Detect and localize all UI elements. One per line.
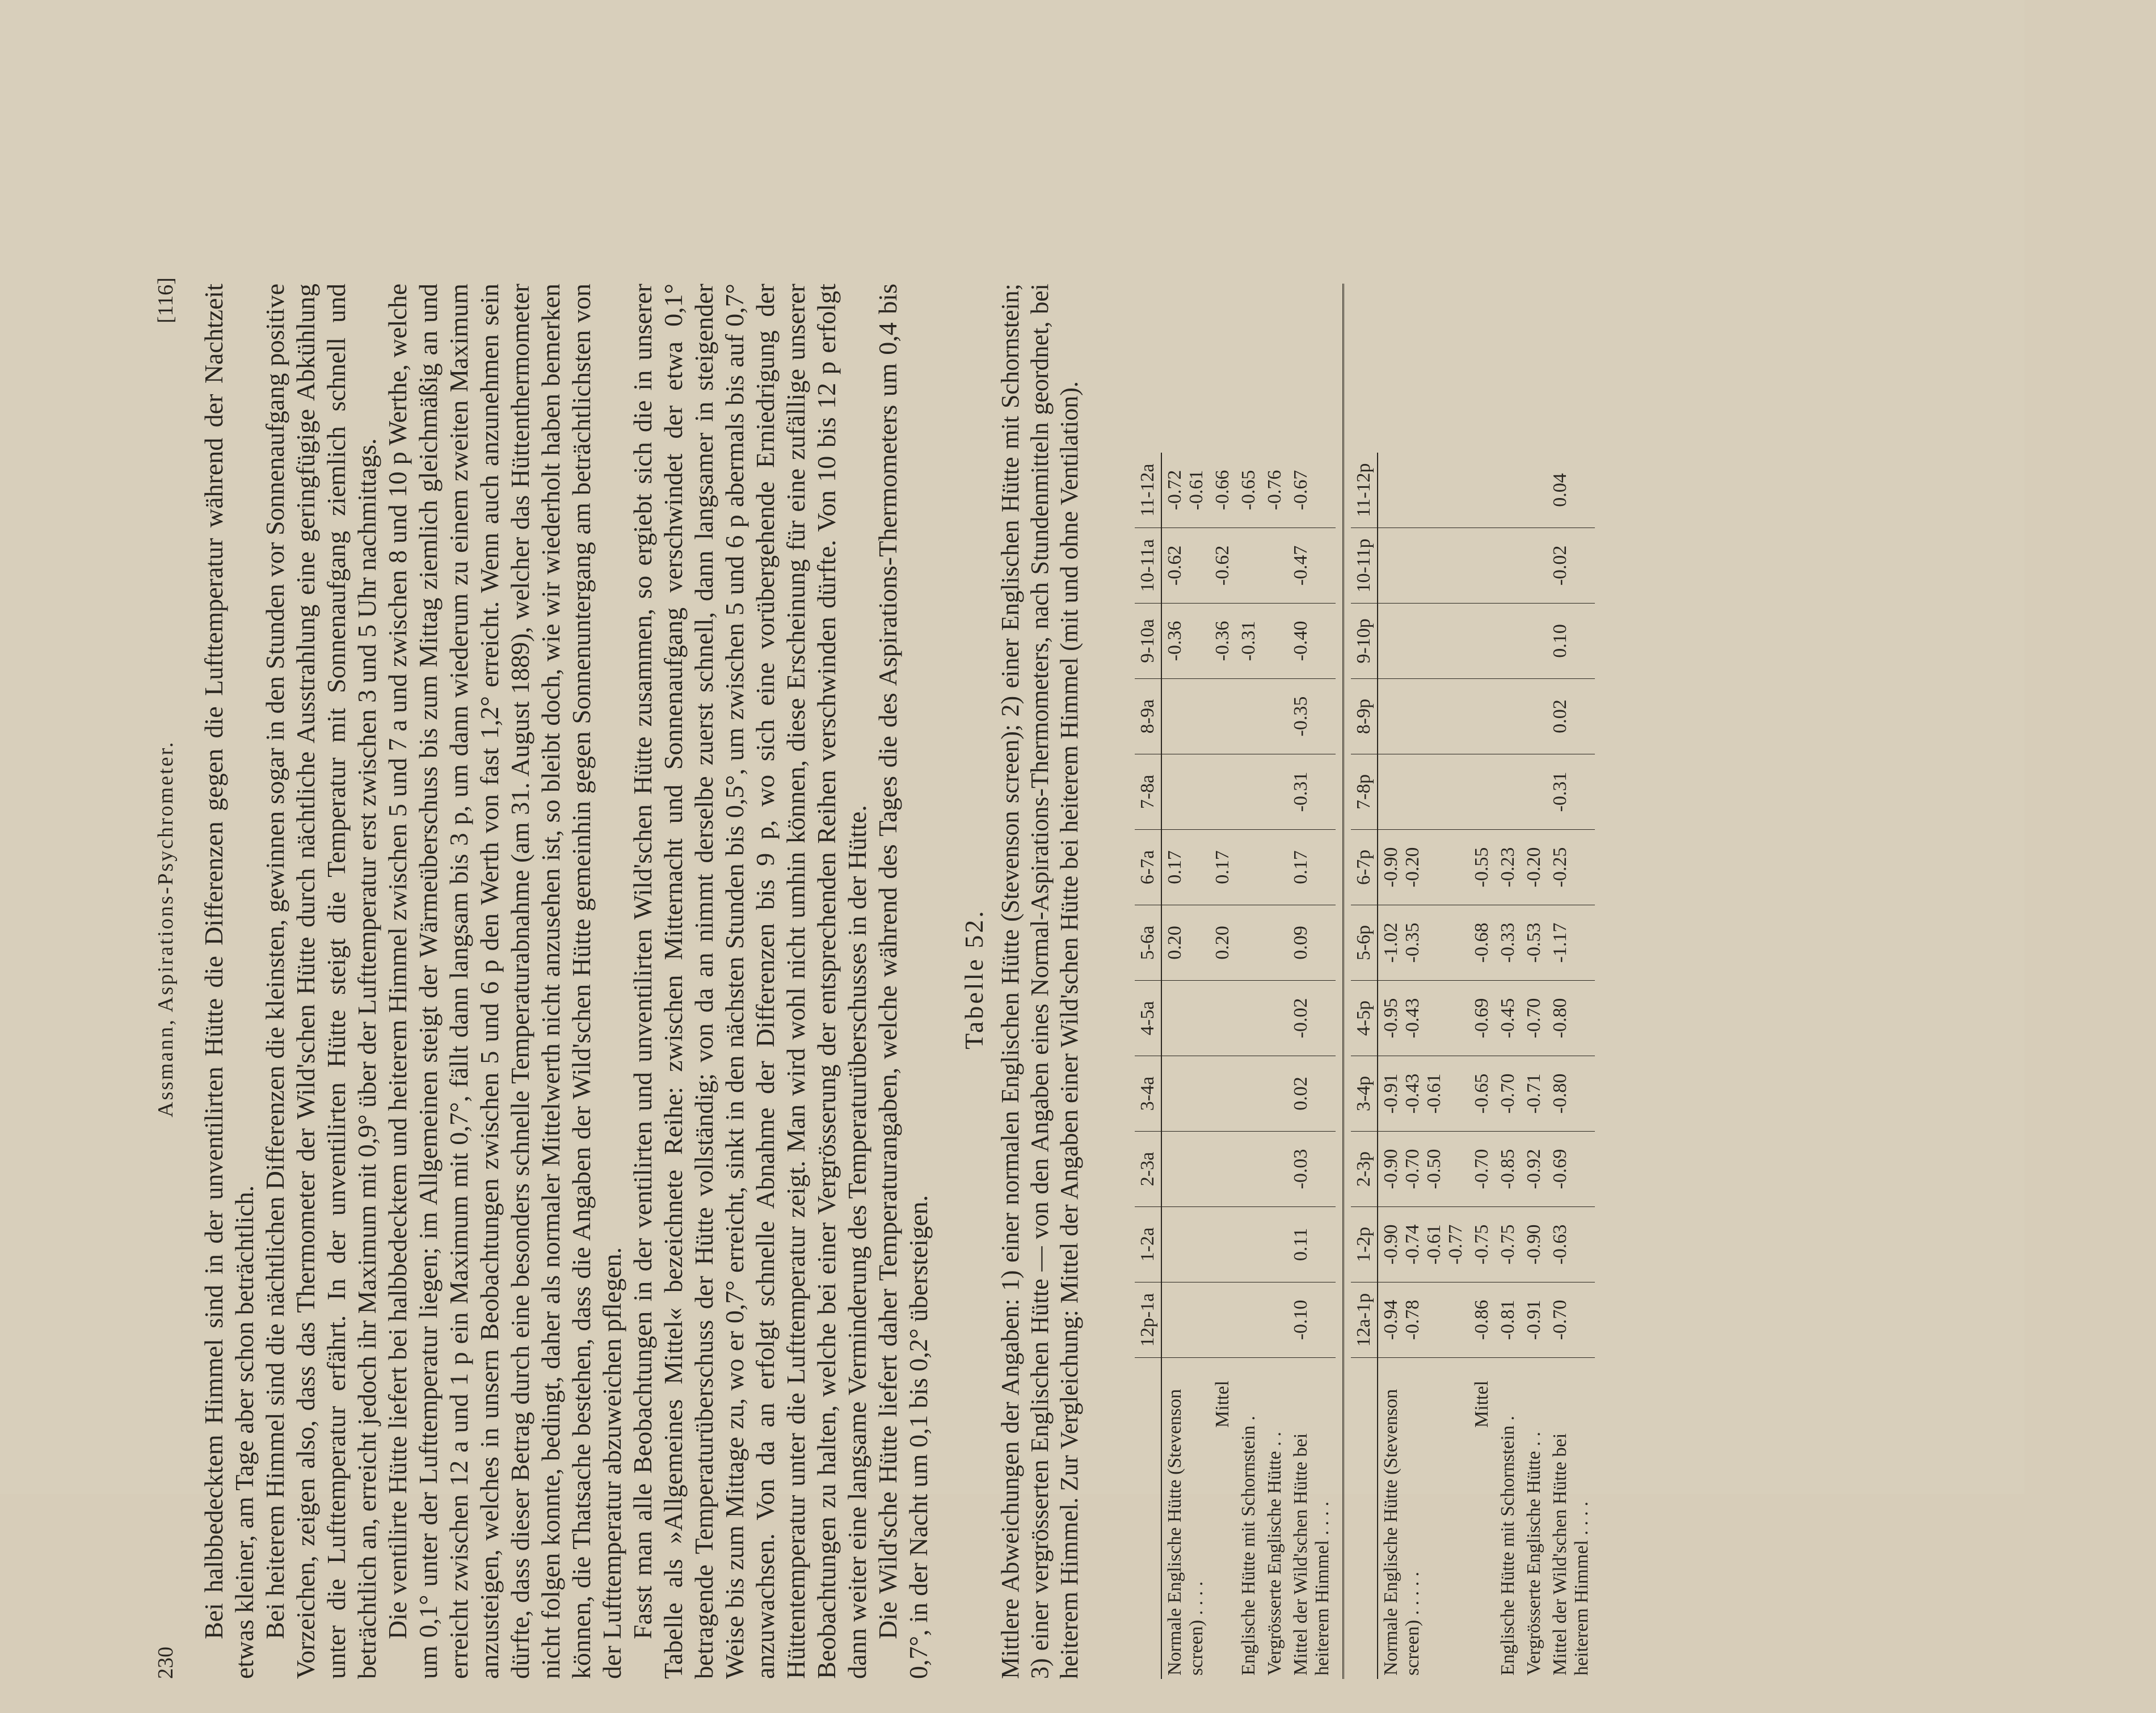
column-header: 3-4p xyxy=(1351,1056,1378,1132)
table-cell: -0.62 xyxy=(1210,528,1236,604)
row-label: Vergrösserte Englische Hütte . . xyxy=(1264,1432,1285,1676)
table-am xyxy=(1135,453,1336,1679)
paragraph: Bei halbbedecktem Himmel sind in der unventilirten Hütte die Differenzen gegen die Lufttemperatur während der Nachtzeit etwas kleiner, am Tage aber schon beträchtlich. xyxy=(199,284,259,1679)
data-table-block xyxy=(1135,284,1595,1679)
table-cell: 0.02 xyxy=(1288,1056,1336,1132)
table-cell: -0.31 xyxy=(1288,754,1336,830)
table-cell xyxy=(1262,981,1288,1056)
table-cell xyxy=(1210,1207,1236,1282)
table-cell: -0.67 xyxy=(1288,453,1336,528)
table-cell: 0.17 xyxy=(1288,830,1336,905)
column-header: 7-8a xyxy=(1135,754,1161,830)
table-cell xyxy=(1495,604,1521,679)
table-cell: -0.70 xyxy=(1547,1282,1595,1358)
table-cell: -0.02 xyxy=(1288,981,1336,1056)
table-cell: -0.90 xyxy=(1521,1207,1547,1282)
column-header: 8-9p xyxy=(1351,679,1378,754)
paragraph: Bei heiterem Himmel sind die nächtlichen Differenzen die kleinsten, gewinnen sogar in den Stunden vor Sonnenaufgang positive Vorzeichen, zeigen also, dass das Thermometer der Wild'schen Hütte durch nächtliche Ausstrahlung eine geringfügige Abkühlung unter die Lufttemperatur erfährt. In der unventilirten Hütte steigt die Temperatur mit Sonnenaufgang ziemlich schnell und beträchtlich an, erreicht jedoch ihr Maximum mit 0,9° über der Lufttemperatur erst zwischen 3 und 5 Uhr nachmittags. xyxy=(260,284,381,1679)
table-cell: -0.76 xyxy=(1262,453,1288,528)
table-cell: -0.53 xyxy=(1521,905,1547,981)
table-cell: -0.10 xyxy=(1288,1282,1336,1358)
table-cell: -0.80 xyxy=(1547,1056,1595,1132)
table-cell: 0.17 xyxy=(1210,830,1236,905)
table-row xyxy=(1161,453,1210,1679)
column-header: 1-2p xyxy=(1351,1207,1378,1282)
table-cell: -0.65 xyxy=(1236,453,1262,528)
table-cell xyxy=(1262,1282,1288,1358)
column-header: 4-5a xyxy=(1135,981,1161,1056)
table-cell: -0.62 xyxy=(1161,528,1210,604)
table-cell xyxy=(1236,981,1262,1056)
table-cell xyxy=(1236,1056,1262,1132)
table-cell: -0.02 xyxy=(1547,528,1595,604)
table-cell xyxy=(1236,830,1262,905)
column-header: 3-4a xyxy=(1135,1056,1161,1132)
table-cell: -0.70 xyxy=(1521,981,1547,1056)
table-cell xyxy=(1210,1132,1236,1207)
table-cell xyxy=(1262,604,1288,679)
table-cell: 0.20 xyxy=(1210,905,1236,981)
table-cell: -0.33 xyxy=(1495,905,1521,981)
running-title: Assmann, Aspirations-Psychrometer. xyxy=(154,740,178,1117)
table-cell: 0.11 xyxy=(1288,1207,1336,1282)
table-cell xyxy=(1236,1132,1262,1207)
table-cell: -0.81 xyxy=(1495,1282,1521,1358)
table-cell: -0.86 xyxy=(1469,1282,1495,1358)
table-cell xyxy=(1262,679,1288,754)
column-header: 5-6p xyxy=(1351,905,1378,981)
table-row xyxy=(1262,453,1288,1679)
table-cell xyxy=(1236,1282,1262,1358)
paragraph: Die Wild'sche Hütte liefert daher Temperaturangaben, welche während des Tages die des Aspirations-Thermometers um 0,4 bis 0,7°, in der Nacht um 0,1 bis 0,2° übersteigen. xyxy=(873,284,933,1679)
table-row xyxy=(1288,453,1336,1679)
table-cell: -0.36 xyxy=(1210,604,1236,679)
column-header: 4-5p xyxy=(1351,981,1378,1056)
table-cell xyxy=(1378,679,1469,754)
table-cell xyxy=(1262,1207,1288,1282)
table-cell: -0.23 xyxy=(1495,830,1521,905)
table-cell xyxy=(1161,1056,1210,1132)
column-header: 6-7p xyxy=(1351,830,1378,905)
table-cell: -0.95 -0.43 xyxy=(1378,981,1469,1056)
table-cell: -0.31 xyxy=(1547,754,1595,830)
row-label: Mittel xyxy=(1212,1381,1233,1428)
column-header: 9-10a xyxy=(1135,604,1161,679)
table-cell xyxy=(1378,453,1469,528)
table-cell: -0.20 xyxy=(1521,830,1547,905)
table-cell xyxy=(1210,1056,1236,1132)
table-cell: -0.66 xyxy=(1210,453,1236,528)
column-header: 10-11a xyxy=(1135,528,1161,604)
table-cell xyxy=(1469,754,1495,830)
column-header: 8-9a xyxy=(1135,679,1161,754)
table-cell: -0.45 xyxy=(1495,981,1521,1056)
table-cell: -0.35 xyxy=(1288,679,1336,754)
table-header-row xyxy=(1135,453,1161,1679)
table-cell xyxy=(1161,679,1210,754)
table-cell: -0.75 xyxy=(1469,1207,1495,1282)
column-header: 11-12a xyxy=(1135,453,1161,528)
row-label: Mittel xyxy=(1471,1381,1492,1428)
paragraph: Fasst man alle Beobachtungen in der ventilirten und unventilirten Wild'schen Hütte zusammen, so ergiebt sich die in unserer Tabelle als »Allgemeines Mittel« bezeichnete Reihe: zwischen Mitternacht und Sonnenaufgang verschwindet der etwa 0,1° betragende Temperaturüberschuss der Hütte vollständig; von da an nimmt derselbe zuerst schnell, dann langsamer in steigender Weise bis zum Mittage zu, wo er 0,7° erreicht, sinkt in den nächsten Stunden bis 0,5°, um zwischen 5 und 6 p abermals bis auf 0,7° anzuwachsen. Von da an erfolgt schnelle Abnahme der Differenzen bis 9 p, wo sich eine vorübergehende Erniedrigung der Hüttentemperatur unter die Lufttemperatur zeigt. Man wird wohl nicht umhin können, diese Erscheinung für eine zufällige unserer Beobachtungen zu halten, welche bei einer Vergrösserung der entsprechenden Reihen verschwinden dürfte. Von 10 bis 12 p erfolgt dann weiter eine langsame Verminderung des Temperaturüberschusses in der Hütte. xyxy=(628,284,871,1679)
column-header: 2-3a xyxy=(1135,1132,1161,1207)
table-cell xyxy=(1236,679,1262,754)
table-cell xyxy=(1469,604,1495,679)
table-cell xyxy=(1495,453,1521,528)
table-cell xyxy=(1236,1207,1262,1282)
table-cell xyxy=(1378,528,1469,604)
table-pm xyxy=(1351,453,1595,1679)
table-cell xyxy=(1236,528,1262,604)
table-cell xyxy=(1236,754,1262,830)
paragraph: Die ventilirte Hütte liefert bei halbbedecktem und heiterem Himmel zwischen 5 und 7 a und zwischen 8 und 10 p Werthe, welche um 0,1° unter der Lufttemperatur liegen; im Allgemeinen steigt der Wärmeüberschuss bis zum Mittag ziemlich gleichmäßig an und erreicht zwischen 12 a und 1 p ein Maximum mit 0,7°, fällt dann langsam bis 3 p, um dann wiederum zu einem zweiten Maximum anzusteigen, welches in unsern Beobachtungen zwischen 5 und 6 p den Werth von fast 1,2° erreicht. Wenn auch anzunehmen sein dürfte, dass dieser Betrag durch eine besonders schnelle Temperaturabnahme (am 31. August 1889), welcher das Hüttenthermometer nicht folgen konnte, bedingt, daher als normaler Mittelwerth nicht anzusehen ist, so bleibt doch, wie wir wiederholt haben bemerken können, die Thatsache bestehen, dass die Angaben der Wild'schen Hütte gemeinhin gegen Sonnenuntergang am beträchtlichsten von der Lufttemperatur abzuweichen pflegen. xyxy=(383,284,626,1679)
bracket-page-number: [116] xyxy=(154,277,178,323)
rotated-page xyxy=(130,261,2156,1713)
table-cell: -0.25 xyxy=(1547,830,1595,905)
table-cell xyxy=(1521,528,1547,604)
table-cell xyxy=(1161,754,1210,830)
table-cell: -0.31 xyxy=(1236,604,1262,679)
table-cell: 0.02 xyxy=(1547,679,1595,754)
table-row xyxy=(1236,453,1262,1679)
table-cell xyxy=(1161,981,1210,1056)
table-cell: -0.40 xyxy=(1288,604,1336,679)
row-label: Mittel der Wild'schen Hütte bei heiterem Himmel . . . . xyxy=(1549,1433,1592,1676)
table-cell xyxy=(1210,679,1236,754)
table-cell: -0.69 xyxy=(1547,1132,1595,1207)
table-row xyxy=(1378,453,1469,1679)
table-cell: -0.91 xyxy=(1521,1282,1547,1358)
table-cell: 0.20 xyxy=(1161,905,1210,981)
table-cell: -0.90 -0.20 xyxy=(1378,830,1469,905)
row-label: Normale Englische Hütte (Stevenson screen) . . . . xyxy=(1164,1389,1207,1676)
table-row xyxy=(1469,453,1495,1679)
table-cell xyxy=(1262,528,1288,604)
column-header: 7-8p xyxy=(1351,754,1378,830)
table-cell: -0.65 xyxy=(1469,1056,1495,1132)
column-header: 2-3p xyxy=(1351,1132,1378,1207)
table-row xyxy=(1521,453,1547,1679)
table-cell: 0.04 xyxy=(1547,453,1595,528)
table-cell xyxy=(1161,1282,1210,1358)
column-header: 6-7a xyxy=(1135,830,1161,905)
column-header: 9-10p xyxy=(1351,604,1378,679)
header-blank xyxy=(1135,1358,1161,1680)
table-cell: -0.94 -0.78 xyxy=(1378,1282,1469,1358)
column-header: 12a-1p xyxy=(1351,1282,1378,1358)
table-cell xyxy=(1161,1132,1210,1207)
table-divider xyxy=(1342,284,1344,1679)
table-cell: 0.10 xyxy=(1547,604,1595,679)
table-row xyxy=(1547,453,1595,1679)
table-cell: -0.03 xyxy=(1288,1132,1336,1207)
table-cell xyxy=(1262,905,1288,981)
column-header: 10-11p xyxy=(1351,528,1378,604)
row-label: Normale Englische Hütte (Stevenson screen) . . . . . xyxy=(1380,1389,1423,1676)
table-header-row xyxy=(1351,453,1378,1679)
table-cell: -0.71 xyxy=(1521,1056,1547,1132)
header-blank xyxy=(1351,1358,1378,1680)
table-cell xyxy=(1262,830,1288,905)
table-cell xyxy=(1210,981,1236,1056)
table-cell: -0.63 xyxy=(1547,1207,1595,1282)
table-cell: -0.69 xyxy=(1469,981,1495,1056)
table-cell xyxy=(1161,1207,1210,1282)
table-cell xyxy=(1521,754,1547,830)
table-row xyxy=(1210,453,1236,1679)
table-cell: -0.80 xyxy=(1547,981,1595,1056)
table-cell: -0.72 -0.61 xyxy=(1161,453,1210,528)
table-cell xyxy=(1378,754,1469,830)
table-cell xyxy=(1210,754,1236,830)
table-cell xyxy=(1262,754,1288,830)
table-cell: -0.92 xyxy=(1521,1132,1547,1207)
page-number: 230 xyxy=(154,1647,178,1679)
row-label: Mittel der Wild'schen Hütte bei heiterem Himmel . . . . xyxy=(1290,1433,1333,1676)
table-cell xyxy=(1469,453,1495,528)
table-cell: -0.85 xyxy=(1495,1132,1521,1207)
table-row xyxy=(1495,453,1521,1679)
table-cell: 0.09 xyxy=(1288,905,1336,981)
table-cell xyxy=(1469,679,1495,754)
table-cell xyxy=(1521,453,1547,528)
table-cell: -0.47 xyxy=(1288,528,1336,604)
table-cell xyxy=(1521,679,1547,754)
column-header: 11-12p xyxy=(1351,453,1378,528)
table-cell xyxy=(1495,754,1521,830)
table-cell xyxy=(1521,604,1547,679)
table-cell xyxy=(1236,905,1262,981)
table-cell xyxy=(1495,679,1521,754)
table-cell: 0.17 xyxy=(1161,830,1210,905)
table-cell: -0.36 xyxy=(1161,604,1210,679)
table-cell: -0.75 xyxy=(1495,1207,1521,1282)
table-cell: -1.17 xyxy=(1547,905,1595,981)
table-cell: -0.70 xyxy=(1495,1056,1521,1132)
body-text xyxy=(199,284,934,1679)
table-cell: -0.90 -0.74 -0.61 -0.77 xyxy=(1378,1207,1469,1282)
table-cell xyxy=(1262,1056,1288,1132)
table-cell xyxy=(1210,1282,1236,1358)
table-cell: -1.02 -0.35 xyxy=(1378,905,1469,981)
table-cell xyxy=(1495,528,1521,604)
column-header: 1-2a xyxy=(1135,1207,1161,1282)
row-label: Vergrösserte Englische Hütte . . xyxy=(1523,1432,1544,1676)
table-caption: Mittlere Abweichungen der Angaben: 1) einer normalen Englischen Hütte (Stevenson screen); 2) einer Englischen Hütte mit Schornstein; 3) einer vergrösserten Englischen Hütte — von den Angaben eines Normal-Aspirations-Thermometers, nach Stundenmitteln geordnet, bei heiterem Himmel. Zur Vergleichung: Mittel der Angaben einer Wild'schen Hütte bei heiterem Himmel (mit und ohne Ventilation). xyxy=(996,284,1083,1679)
column-header: 12p-1a xyxy=(1135,1282,1161,1358)
table-cell: -0.90 -0.70 -0.50 xyxy=(1378,1132,1469,1207)
table-cell xyxy=(1262,1132,1288,1207)
row-label: Englische Hütte mit Schornstein . xyxy=(1238,1416,1259,1676)
table-cell: -0.68 xyxy=(1469,905,1495,981)
table-cell xyxy=(1378,604,1469,679)
row-label: Englische Hütte mit Schornstein . xyxy=(1497,1416,1518,1676)
table-cell: -0.55 xyxy=(1469,830,1495,905)
table-cell: -0.70 xyxy=(1469,1132,1495,1207)
table-cell xyxy=(1469,528,1495,604)
column-header: 5-6a xyxy=(1135,905,1161,981)
table-cell: -0.91 -0.43 -0.61 xyxy=(1378,1056,1469,1132)
table-title: Tabelle 52. xyxy=(959,909,988,1049)
